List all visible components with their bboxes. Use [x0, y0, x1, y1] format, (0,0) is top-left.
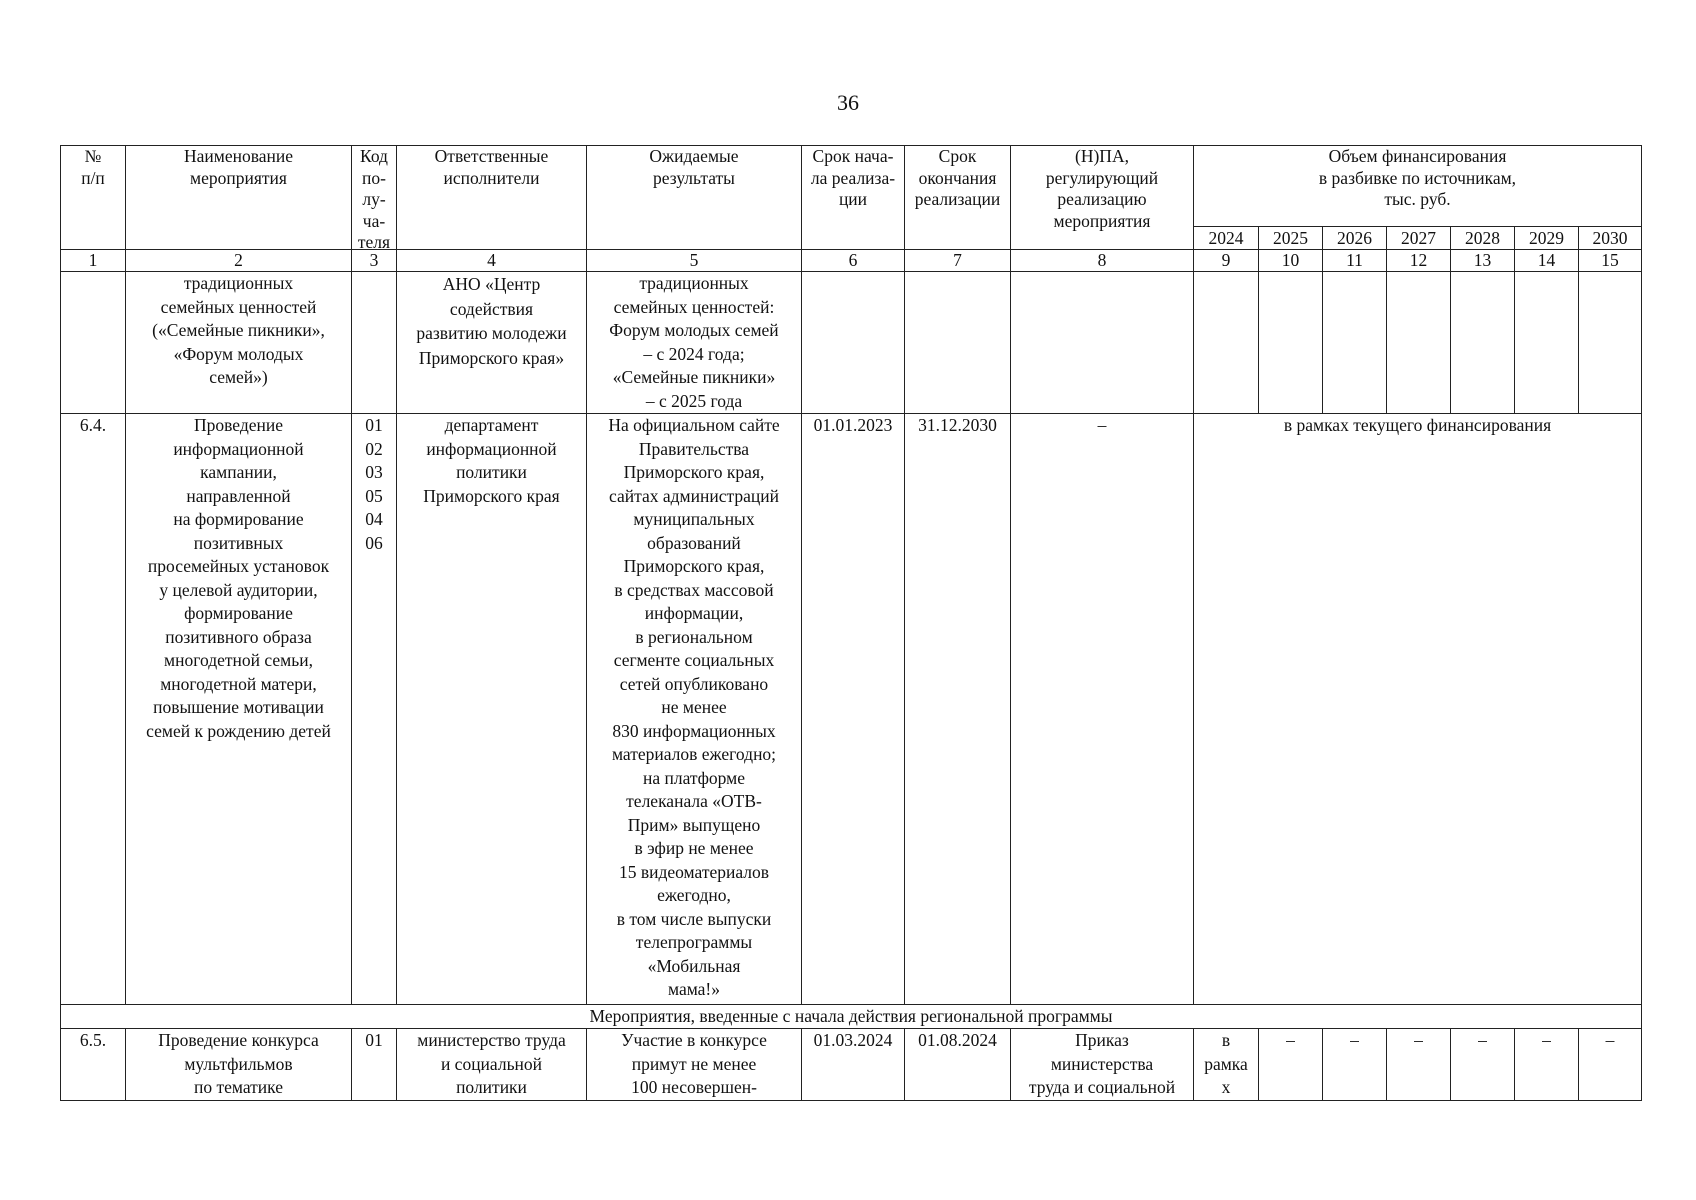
header-year-2025: 2025 — [1259, 227, 1323, 250]
header-number: № п/п — [61, 146, 126, 250]
header-start-date: Срок нача- ла реализа- ции — [802, 146, 905, 250]
header-code: Код по- лу- ча- теля — [352, 146, 397, 250]
executors: министерство труда и социальной политики — [397, 1029, 587, 1101]
npa — [1011, 272, 1194, 414]
row-number: 6.5. — [61, 1029, 126, 1101]
end-date: 31.12.2030 — [905, 414, 1011, 1005]
header-row — [61, 146, 1642, 227]
fin-2026 — [1323, 272, 1387, 414]
col-number: 3 — [352, 250, 397, 272]
col-number: 8 — [1011, 250, 1194, 272]
col-number: 4 — [397, 250, 587, 272]
col-number: 13 — [1451, 250, 1515, 272]
fin-2024 — [1194, 272, 1259, 414]
table-row — [61, 272, 1642, 414]
end-date: 01.08.2024 — [905, 1029, 1011, 1101]
header-year-2024: 2024 — [1194, 227, 1259, 250]
fin-2028: – — [1451, 1029, 1515, 1101]
expected-results: На официальном сайте Правительства Приморского края, сайтах администраций муниципальных образований Приморского края, в средствах массовой информации, в региональном сегменте социальных сетей опубликовано не менее 830 информационных материалов ежегодно; на платформе телеканала «ОТВ- Прим» выпущено в эфир не менее 15 видеоматериалов ежегодно, в том числе выпуски телепрограммы «Мобильная мама!» — [587, 414, 802, 1005]
header-year-2026: 2026 — [1323, 227, 1387, 250]
executors: департамент информационной политики Приморского края — [397, 414, 587, 1005]
col-number: 9 — [1194, 250, 1259, 272]
header-year-2028: 2028 — [1451, 227, 1515, 250]
column-numbers-row — [61, 250, 1642, 272]
activity-name: Проведение информационной кампании, направленной на формирование позитивных просемейных установок у целевой аудитории, формирование позитивного образа многодетной семьи, многодетной матери, повышение мотивации семей к рождению детей — [126, 414, 352, 1005]
section-title: Мероприятия, введенные с начала действия региональной программы — [61, 1005, 1642, 1029]
header-year-2029: 2029 — [1515, 227, 1579, 250]
npa: – — [1011, 414, 1194, 1005]
table-row — [61, 1029, 1642, 1101]
expected-results: традиционных семейных ценностей: Форум молодых семей – с 2024 года; «Семейные пикники» – с 2025 года — [587, 272, 802, 414]
header-year-2030: 2030 — [1579, 227, 1642, 250]
activities-table — [60, 145, 1642, 1101]
activity-name: Проведение конкурса мультфильмов по тематике — [126, 1029, 352, 1101]
header-executors: Ответственные исполнители — [397, 146, 587, 250]
page-number: 36 — [837, 90, 859, 115]
fin-2025: – — [1259, 1029, 1323, 1101]
recipient-code: 01 02 03 05 04 06 — [352, 414, 397, 1005]
header-year-2027: 2027 — [1387, 227, 1451, 250]
header-activity-name: Наименование мероприятия — [126, 146, 352, 250]
start-date: 01.03.2024 — [802, 1029, 905, 1101]
npa: Приказ министерства труда и социальной — [1011, 1029, 1194, 1101]
header-end-date: Срок окончания реализации — [905, 146, 1011, 250]
table-row — [61, 414, 1642, 1005]
recipient-code — [352, 272, 397, 414]
fin-2028 — [1451, 272, 1515, 414]
section-row — [61, 1005, 1642, 1029]
fin-2025 — [1259, 272, 1323, 414]
expected-results: Участие в конкурсе примут не менее 100 несовершен- — [587, 1029, 802, 1101]
col-number: 6 — [802, 250, 905, 272]
header-npa: (Н)ПА, регулирующий реализацию мероприятия — [1011, 146, 1194, 250]
activity-name: традиционных семейных ценностей («Семейные пикники», «Форум молодых семей») — [126, 272, 352, 414]
fin-2027: – — [1387, 1029, 1451, 1101]
executors: АНО «Центр содействия развитию молодежи Приморского края» — [397, 272, 587, 414]
row-number — [61, 272, 126, 414]
financing-note: в рамках текущего финансирования — [1194, 414, 1642, 1005]
start-date: 01.01.2023 — [802, 414, 905, 1005]
end-date — [905, 272, 1011, 414]
fin-2030: – — [1579, 1029, 1642, 1101]
col-number: 10 — [1259, 250, 1323, 272]
col-number: 12 — [1387, 250, 1451, 272]
fin-2030 — [1579, 272, 1642, 414]
recipient-code: 01 — [352, 1029, 397, 1101]
header-financing: Объем финансирования в разбивке по источникам, тыс. руб. — [1194, 146, 1642, 227]
col-number: 15 — [1579, 250, 1642, 272]
header-results: Ожидаемые результаты — [587, 146, 802, 250]
row-number: 6.4. — [61, 414, 126, 1005]
col-number: 2 — [126, 250, 352, 272]
col-number: 7 — [905, 250, 1011, 272]
fin-2024: в рамка х — [1194, 1029, 1259, 1101]
fin-2029: – — [1515, 1029, 1579, 1101]
fin-2027 — [1387, 272, 1451, 414]
col-number: 14 — [1515, 250, 1579, 272]
col-number: 11 — [1323, 250, 1387, 272]
start-date — [802, 272, 905, 414]
col-number: 1 — [61, 250, 126, 272]
fin-2029 — [1515, 272, 1579, 414]
col-number: 5 — [587, 250, 802, 272]
fin-2026: – — [1323, 1029, 1387, 1101]
